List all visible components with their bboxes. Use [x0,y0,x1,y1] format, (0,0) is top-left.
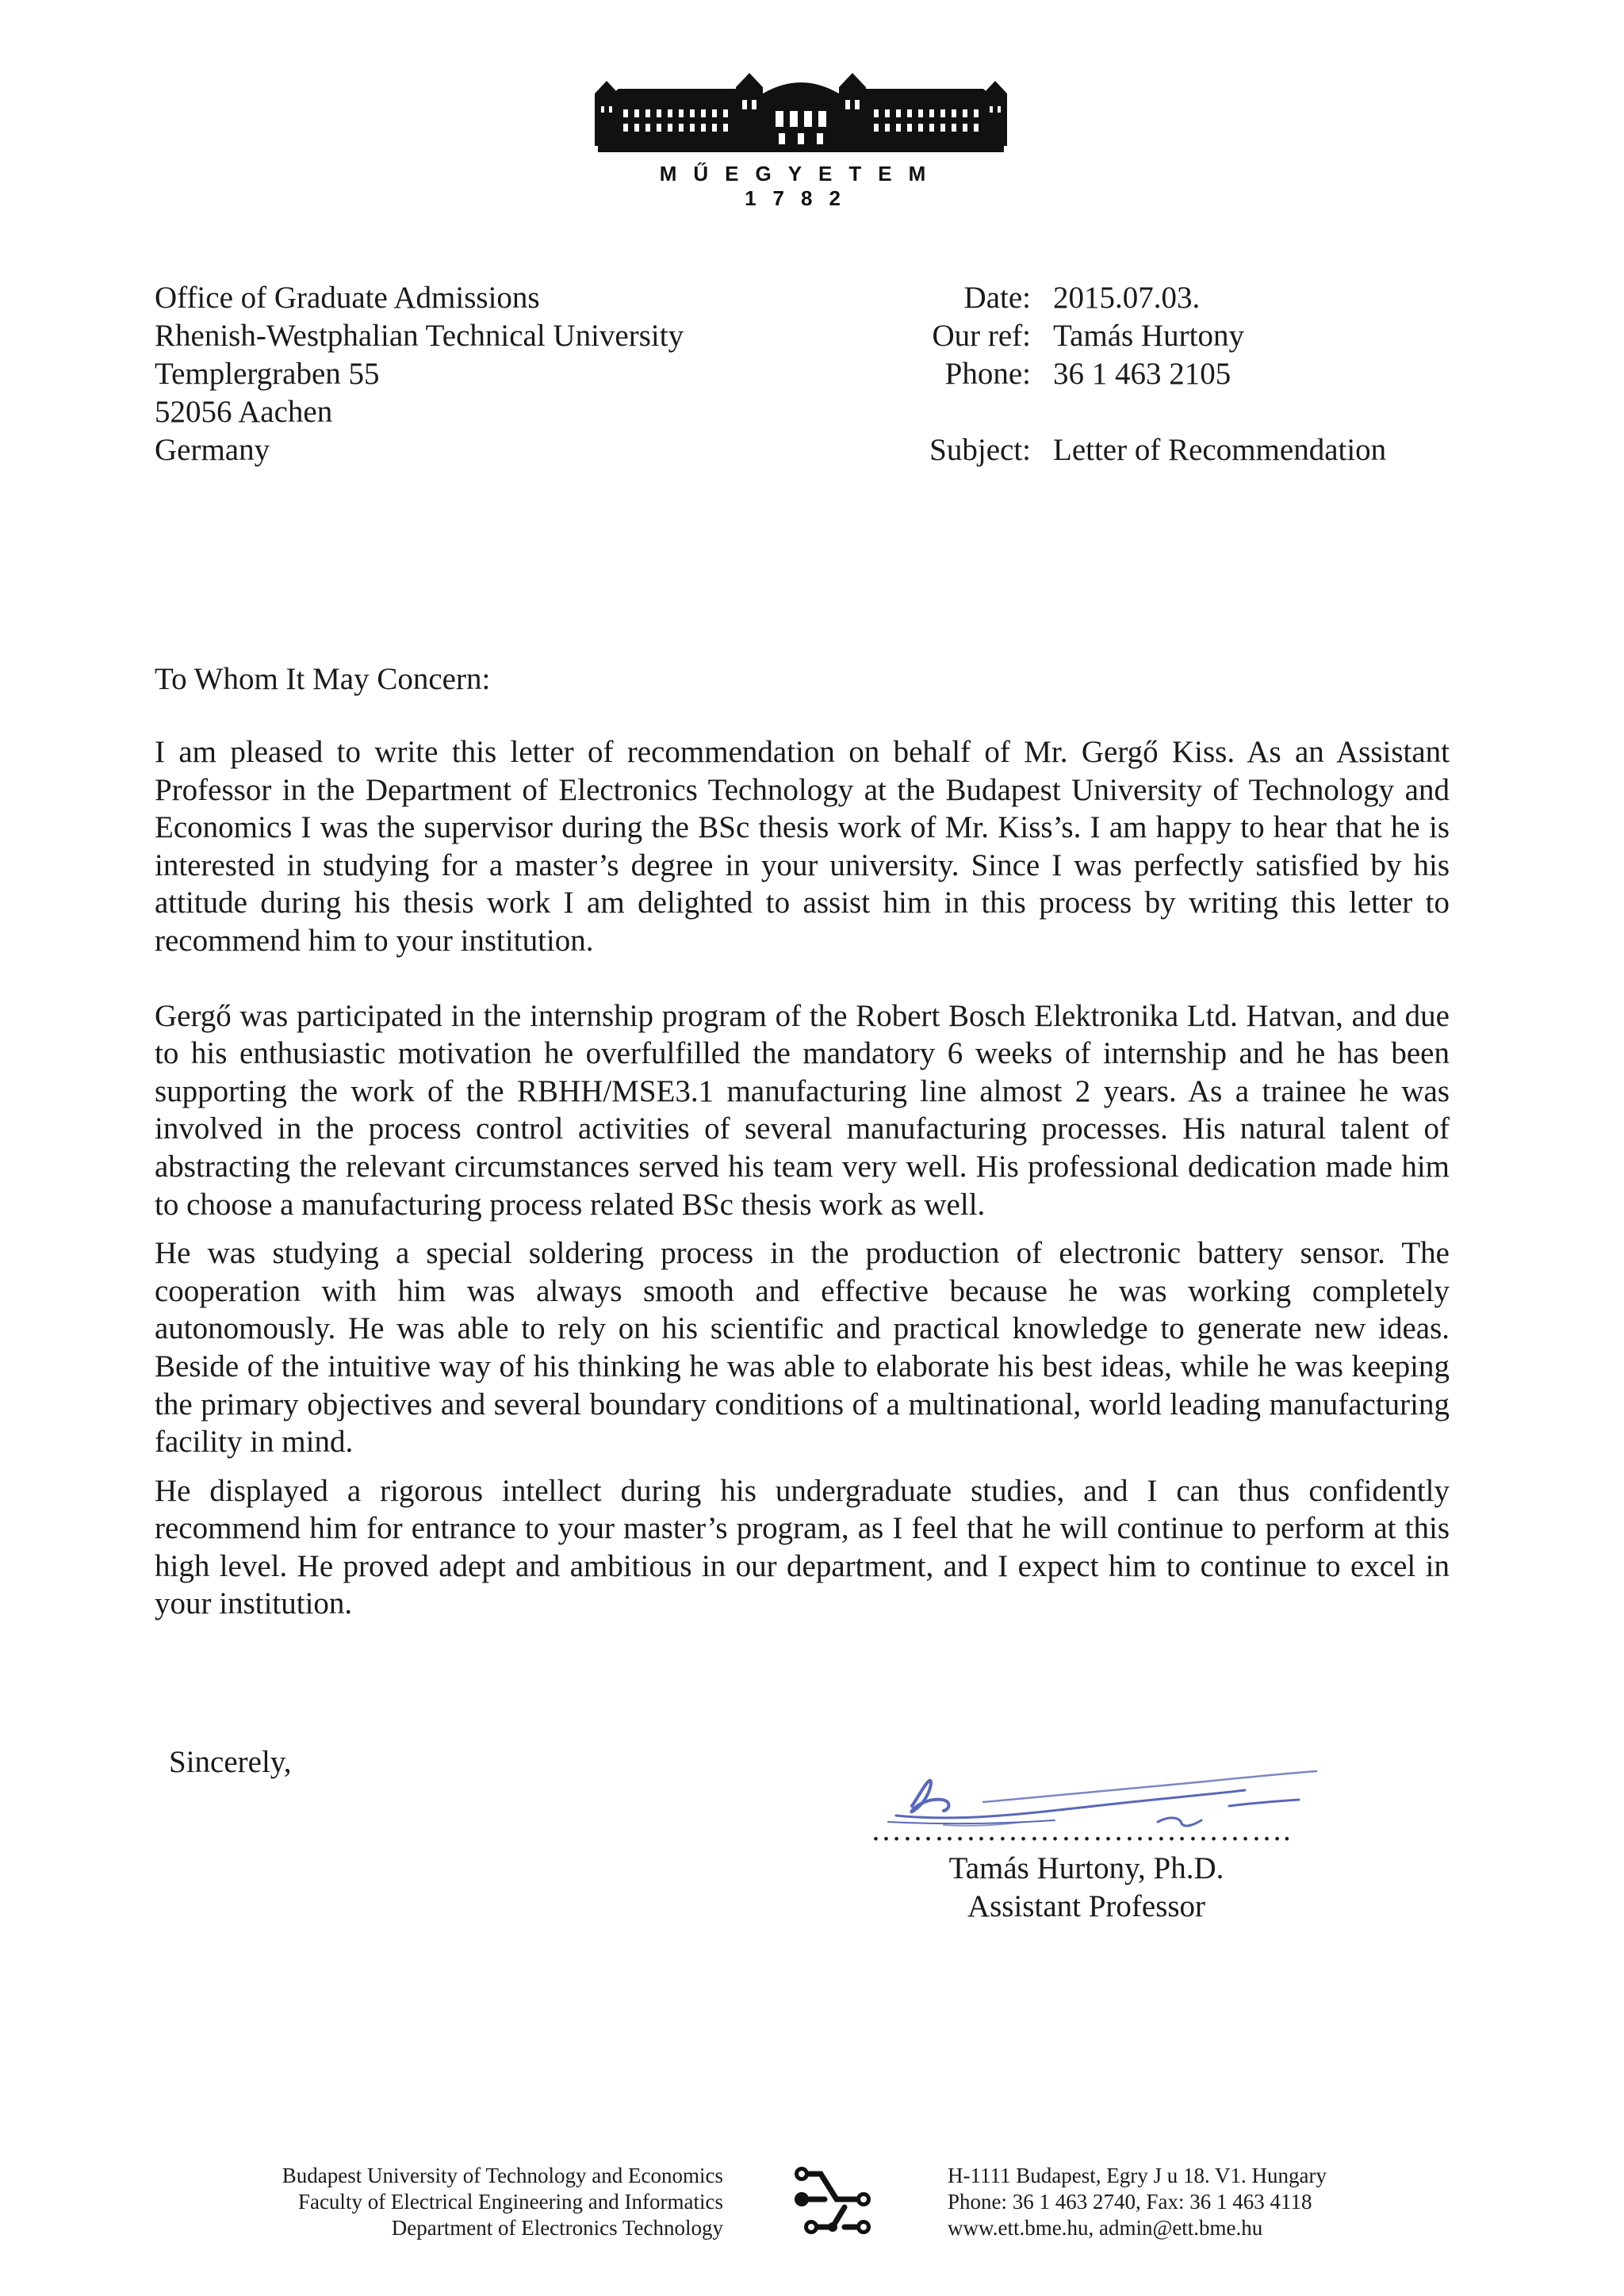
meta-ref [872,317,1386,355]
footer-address: H-1111 Budapest, Egry J u 18. V1. Hungary [948,2164,1327,2187]
address-line: 52056 Aachen [155,395,333,429]
address-line: Templergraben 55 [155,357,380,391]
phone-value: 36 1 463 2105 [1053,357,1231,391]
meta-date [872,279,1386,317]
address-line: Office of Graduate Admissions [155,281,540,315]
address-line: Germany [155,433,270,467]
phone-label: Phone: [944,357,1031,391]
meta-phone [872,355,1386,393]
ref-label: Our ref: [932,319,1031,353]
subject-value: Letter of Recommendation [1053,433,1387,467]
letter-body [155,733,1450,1623]
university-building-icon [595,71,1007,159]
logo-caption: MŰEGYETEM 1782 [659,162,943,210]
footer-contact [948,2163,1327,2241]
footer-phone: Phone: 36 1 463 2740, Fax: 36 1 463 4118 [948,2190,1312,2214]
footer-web: www.ett.bme.hu, admin@ett.bme.hu [948,2216,1263,2240]
subject-label: Subject: [929,433,1031,467]
signature-line: …………………………………. [871,1813,1292,1847]
letterhead-logo [595,71,1007,210]
footer-line: Faculty of Electrical Engineering and Informatics [297,2190,723,2214]
signer-name: Tamás Hurtony, Ph.D. [948,1851,1224,1885]
body-paragraph: Gergő was participated in the internship program of the Robert Bosch Elektronika Ltd. Hatvan, and due to his enthusiastic motivation he overfulfilled the mandatory 6 weeks of internship and he has been supporting the work of the RBHH/MSE3.1 manufacturing line almost 2 years. As a trainee he was involved in the process control activities of several manufacturing processes. His natural talent of abstracting the relevant circumstances served his team very well. His professional dedication made him to choose a manufacturing process related BSc thesis work as well. [155,998,1450,1222]
department-circuit-icon [789,2160,876,2247]
body-paragraph: He displayed a rigorous intellect during his undergraduate studies, and I can thus confidently recommend him for entrance to your master’s program, as I feel that he will continue to perform at this high level. He proved adept and ambitious in our department, and I expect him to continue to excel in your institution. [155,1473,1450,1621]
ref-value: Tamás Hurtony [1053,319,1244,353]
recipient-address [155,279,684,469]
footer-line: Budapest University of Technology and Economics [282,2164,723,2187]
footer-line: Department of Electronics Technology [391,2216,723,2240]
footer-institution [198,2163,723,2241]
meta-subject [872,431,1386,469]
body-paragraph: He was studying a special soldering process in the production of electronic battery sensor. The cooperation with him was always smooth and effective because he was working completely autonomously. He was able to rely on his scientific and practical knowledge to generate new ideas. Beside of the intuitive way of his thinking he was able to elaborate his best ideas, while he was keeping the primary objectives and several boundary conditions of a multinational, world leading manufacturing facility in mind. [155,1236,1450,1460]
address-line: Rhenish-Westphalian Technical University [155,319,684,353]
letter-meta [872,279,1386,469]
date-value: 2015.07.03. [1053,281,1201,315]
closing-salutation: Sincerely, [169,1745,292,1779]
body-paragraph: I am pleased to write this letter of recommendation on behalf of Mr. Gergő Kiss. As an Assistant Professor in the Department of Electronics Technology at the Budapest University of Technology and Economics I was the supervisor during the BSc thesis work of Mr. Kiss’s. I am happy to hear that he is interested in studying for a master’s degree in your university. Since I was perfectly satisfied by his attitude during his thesis work I am delighted to assist him in this process by writing this letter to recommend him to your institution. [155,735,1450,958]
greeting: To Whom It May Concern: [155,662,491,696]
signer-title: Assistant Professor [967,1889,1206,1923]
date-label: Date: [963,281,1031,315]
